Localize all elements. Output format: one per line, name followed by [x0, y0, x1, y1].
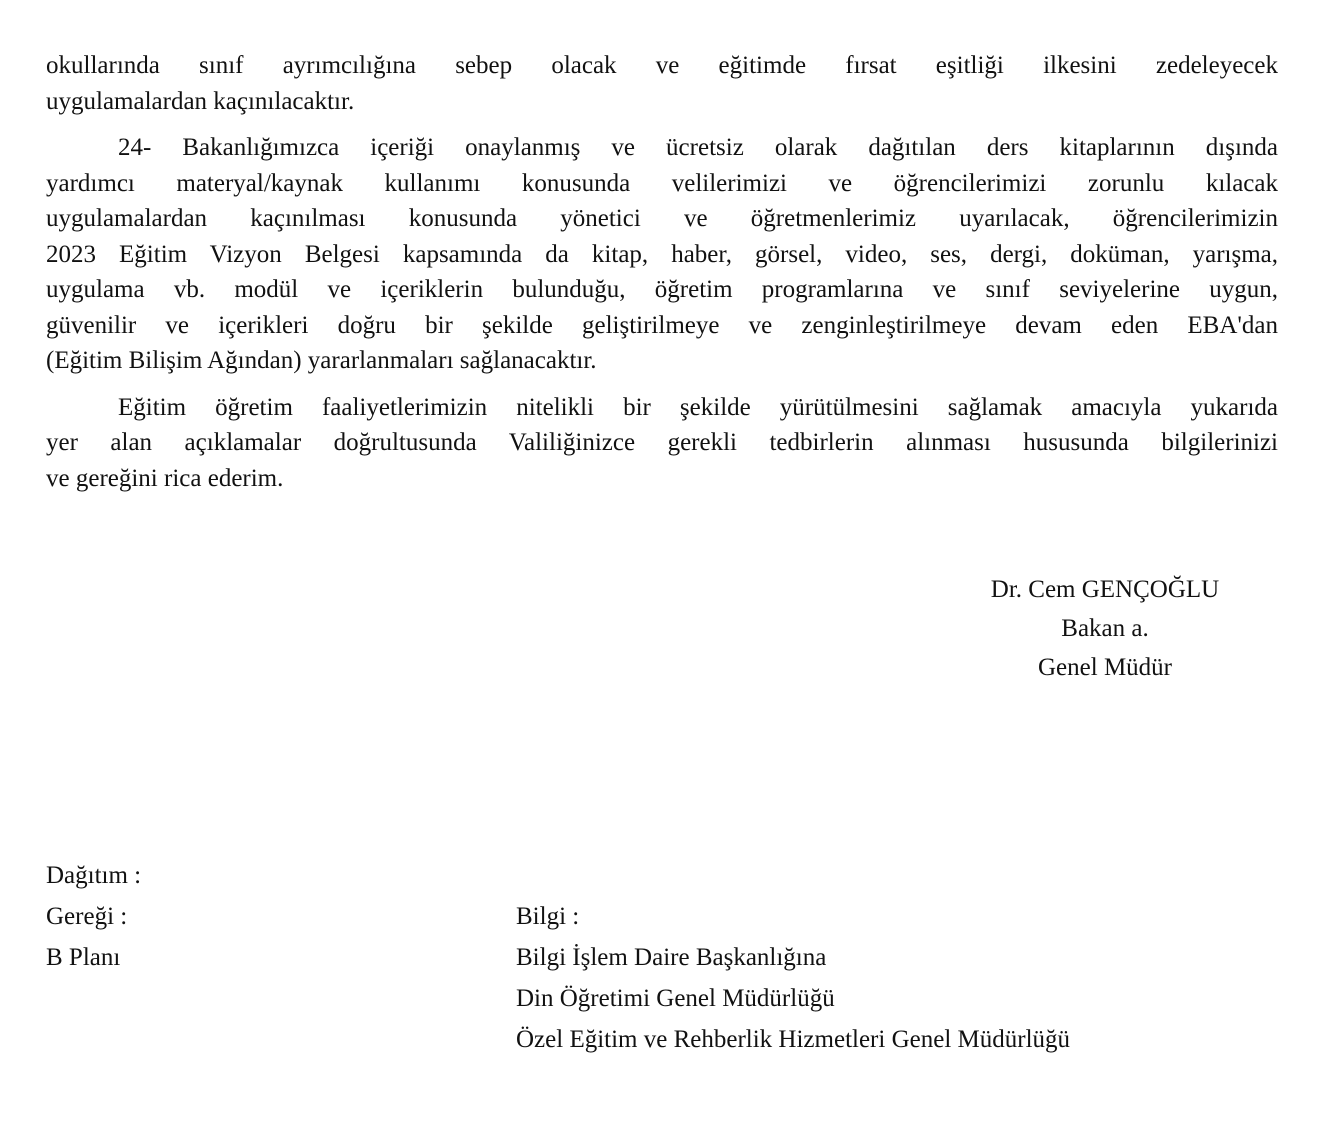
text-line: (Eğitim Bilişim Ağından) yararlanmaları sağlanacaktır.	[46, 347, 597, 374]
bilgi-item: Bilgi İşlem Daire Başkanlığına	[516, 944, 827, 971]
signatory-on-behalf: Bakan a.	[1061, 615, 1149, 642]
text-line: güvenilir ve içerikleri doğru bir şekilde geliştirilmeye ve zenginleştirilmeye devam eden EBA'dan	[46, 311, 1278, 339]
text-line: yer alan açıklamalar doğrultusunda Valiliğinizce gerekli tedbirlerin alınması hususunda bilgilerinizi	[46, 429, 1278, 456]
gerei-item: B Planı	[46, 944, 121, 971]
distribution-heading: Dağıtım :	[46, 862, 142, 889]
bilgi-label: Bilgi :	[516, 903, 580, 930]
distribution-block	[46, 855, 141, 978]
letter-body	[46, 48, 1278, 507]
signature-block	[960, 570, 1250, 687]
gerei-label: Gereği :	[46, 903, 128, 930]
text-line: 2023 Eğitim Vizyon Belgesi kapsamında da kitap, haber, görsel, video, ses, dergi, doküman, yarışma,	[46, 240, 1278, 268]
bilgi-item: Özel Eğitim ve Rehberlik Hizmetleri Genel Müdürlüğü	[516, 1026, 1071, 1053]
paragraph-3	[46, 390, 1278, 497]
text-line: Eğitim öğretim faaliyetlerimizin nitelikli bir şekilde yürütülmesini sağlamak amacıyla yukarıda	[118, 393, 1278, 421]
signatory-name: Dr. Cem GENÇOĞLU	[990, 576, 1220, 603]
paragraph-2	[46, 130, 1278, 379]
info-block	[516, 896, 1070, 1060]
text-line: uygulama vb. modül ve içeriklerin bulunduğu, öğretim programlarına ve sınıf seviyelerine uygun,	[46, 276, 1278, 303]
text-line: okullarında sınıf ayrımcılığına sebep olacak ve eğitimde fırsat eşitliği ilkesini zedeleyecek	[46, 52, 1278, 79]
paragraph-1	[46, 48, 1278, 119]
text-line: uygulamalardan kaçınılması konusunda yönetici ve öğretmenlerimiz uyarılacak, öğrencilerimizin	[46, 205, 1278, 232]
text-line: 24- Bakanlığımızca içeriği onaylanmış ve ücretsiz olarak dağıtılan ders kitaplarının dışında	[118, 134, 1278, 161]
text-line: ve gereğini rica ederim.	[46, 464, 284, 492]
signatory-title: Genel Müdür	[1038, 654, 1172, 681]
bilgi-item: Din Öğretimi Genel Müdürlüğü	[516, 985, 835, 1012]
text-line: uygulamalardan kaçınılacaktır.	[46, 87, 355, 115]
text-line: yardımcı materyal/kaynak kullanımı konusunda velilerimizi ve öğrencilerimizi zorunlu kılacak	[46, 169, 1278, 197]
